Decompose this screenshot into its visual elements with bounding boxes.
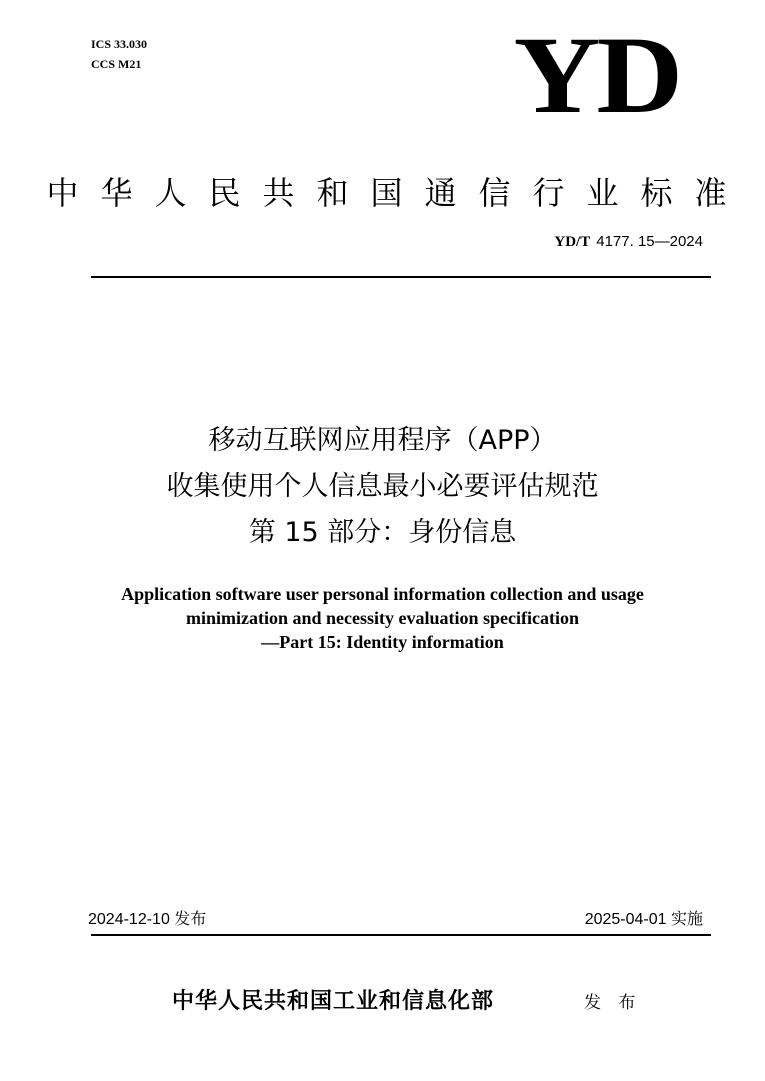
english-title-line-2: minimization and necessity evaluation specification: [186, 608, 579, 628]
english-title: [0, 582, 765, 654]
publisher-name: 中华人民共和国工业和信息化部: [172, 989, 495, 1014]
classification-codes: [91, 34, 147, 74]
chinese-title-line-3: 第 15 部分：身份信息: [248, 517, 517, 548]
ics-code: ICS 33.030: [91, 37, 148, 51]
yd-logo: YD: [513, 13, 679, 136]
organization-title: 中华人民共和国通信行业标准: [46, 174, 749, 212]
standard-number: [554, 233, 703, 251]
implement-date-line: [585, 906, 703, 929]
issue-date: 2024-12-10: [88, 911, 170, 928]
ccs-code: CCS M21: [91, 57, 142, 71]
bottom-divider: [91, 934, 711, 936]
chinese-title: [0, 418, 765, 556]
top-divider: [91, 276, 711, 278]
implement-label: 实施: [670, 909, 703, 928]
standard-number-prefix: YD/T: [554, 234, 591, 250]
standard-number-id: 4177. 15—2024: [596, 233, 703, 250]
chinese-title-line-2: 收集使用个人信息最小必要评估规范: [166, 471, 599, 502]
publish-label: 发 布: [584, 993, 642, 1013]
issue-label: 发布: [174, 909, 207, 928]
issue-date-line: [88, 906, 206, 929]
english-title-line-1: Application software user personal information collection and usage: [121, 584, 644, 604]
implement-date: 2025-04-01: [584, 911, 667, 928]
english-title-line-3: —Part 15: Identity information: [261, 632, 504, 652]
chinese-title-line-1: 移动互联网应用程序（APP）: [208, 425, 557, 456]
